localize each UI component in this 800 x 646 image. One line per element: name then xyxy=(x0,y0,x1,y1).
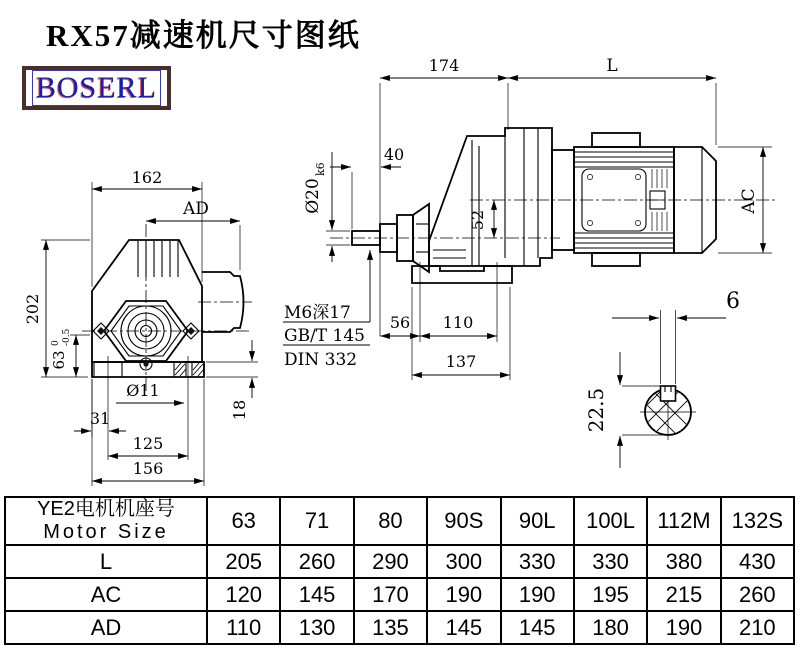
col-header: 132S xyxy=(721,497,794,545)
page-title: RX57减速机尺寸图纸 xyxy=(46,18,361,53)
col-header: 100L xyxy=(574,497,647,545)
table-cell: 330 xyxy=(501,545,574,578)
table-header-row xyxy=(5,497,794,545)
dim-52-label: 52 xyxy=(468,209,487,231)
dim-110-label: 110 xyxy=(442,313,474,332)
dim-31-label: 31 xyxy=(89,409,111,428)
note-std-din: DIN 332 xyxy=(284,350,358,370)
table-cell: 330 xyxy=(574,545,647,578)
table-cell: 145 xyxy=(280,578,353,611)
note-thread: M6深17 xyxy=(284,303,351,323)
col-header: 90S xyxy=(427,497,500,545)
col-header: 90L xyxy=(501,497,574,545)
table-row xyxy=(5,545,794,578)
table-cell: 210 xyxy=(721,611,794,644)
shaft-key-section xyxy=(584,289,740,468)
dim-L-label: L xyxy=(606,56,618,76)
table-cell: 290 xyxy=(354,545,427,578)
col-header: 112M xyxy=(647,497,720,545)
col-header: 80 xyxy=(354,497,427,545)
table-cell: 190 xyxy=(501,578,574,611)
dim-ac-label: AC xyxy=(739,188,759,214)
dim-63-label: 63 xyxy=(50,350,68,370)
dim-125-label: 125 xyxy=(132,434,164,453)
table-cell: 300 xyxy=(427,545,500,578)
dim-hole-label: Ø11 xyxy=(126,381,160,400)
dim-key-width-label: 6 xyxy=(726,289,740,314)
side-view xyxy=(283,56,776,380)
dim-40-label: 40 xyxy=(383,145,405,164)
table-cell: 170 xyxy=(354,578,427,611)
brand-logo-text: BOSERL xyxy=(32,70,161,106)
col-header: 63 xyxy=(207,497,280,545)
dim-63-tol-upper: 0 xyxy=(51,340,61,346)
dim-137-label: 137 xyxy=(445,352,477,371)
dim-156-label: 156 xyxy=(132,459,164,478)
table-cell: 135 xyxy=(354,611,427,644)
table-cell: 180 xyxy=(574,611,647,644)
dim-ad-label: AD xyxy=(183,199,209,219)
dim-shaft-tol-label: k6 xyxy=(314,162,327,176)
table-cell: 260 xyxy=(280,545,353,578)
table-cell: 215 xyxy=(647,578,720,611)
table-cell: 195 xyxy=(574,578,647,611)
table-cell: 190 xyxy=(427,578,500,611)
dim-key-depth-label: 22.5 xyxy=(584,387,608,433)
table-cell: 130 xyxy=(280,611,353,644)
brand-logo xyxy=(22,66,171,110)
col-header: 71 xyxy=(280,497,353,545)
table-cell: 205 xyxy=(207,545,280,578)
dim-18-label: 18 xyxy=(230,399,249,421)
table-cell: 430 xyxy=(721,545,794,578)
table-cell: 380 xyxy=(647,545,720,578)
header-cn: YE2电机机座号 xyxy=(37,498,175,520)
dim-174-label: 174 xyxy=(428,56,460,75)
table-row xyxy=(5,578,794,611)
table-cell: 120 xyxy=(207,578,280,611)
dim-162-label: 162 xyxy=(131,168,163,187)
front-view xyxy=(23,168,258,486)
dim-56-label: 56 xyxy=(389,313,411,332)
dim-shaft-dia-label: Ø20 xyxy=(303,178,323,214)
row-label: AD xyxy=(5,611,207,644)
motor-size-table xyxy=(4,496,795,645)
table-cell: 110 xyxy=(207,611,280,644)
note-std-gb: GB/T 145 xyxy=(284,326,365,346)
table-cell: 260 xyxy=(721,578,794,611)
table-cell: 145 xyxy=(427,611,500,644)
row-label: AC xyxy=(5,578,207,611)
dim-202-label: 202 xyxy=(23,293,42,325)
header-en: Motor Size xyxy=(43,521,169,543)
table-cell: 190 xyxy=(647,611,720,644)
row-label: L xyxy=(5,545,207,578)
table-row xyxy=(5,611,794,644)
table-corner-header xyxy=(5,497,207,545)
table-cell: 145 xyxy=(501,611,574,644)
dim-63-tol-lower: -0.5 xyxy=(62,328,72,346)
